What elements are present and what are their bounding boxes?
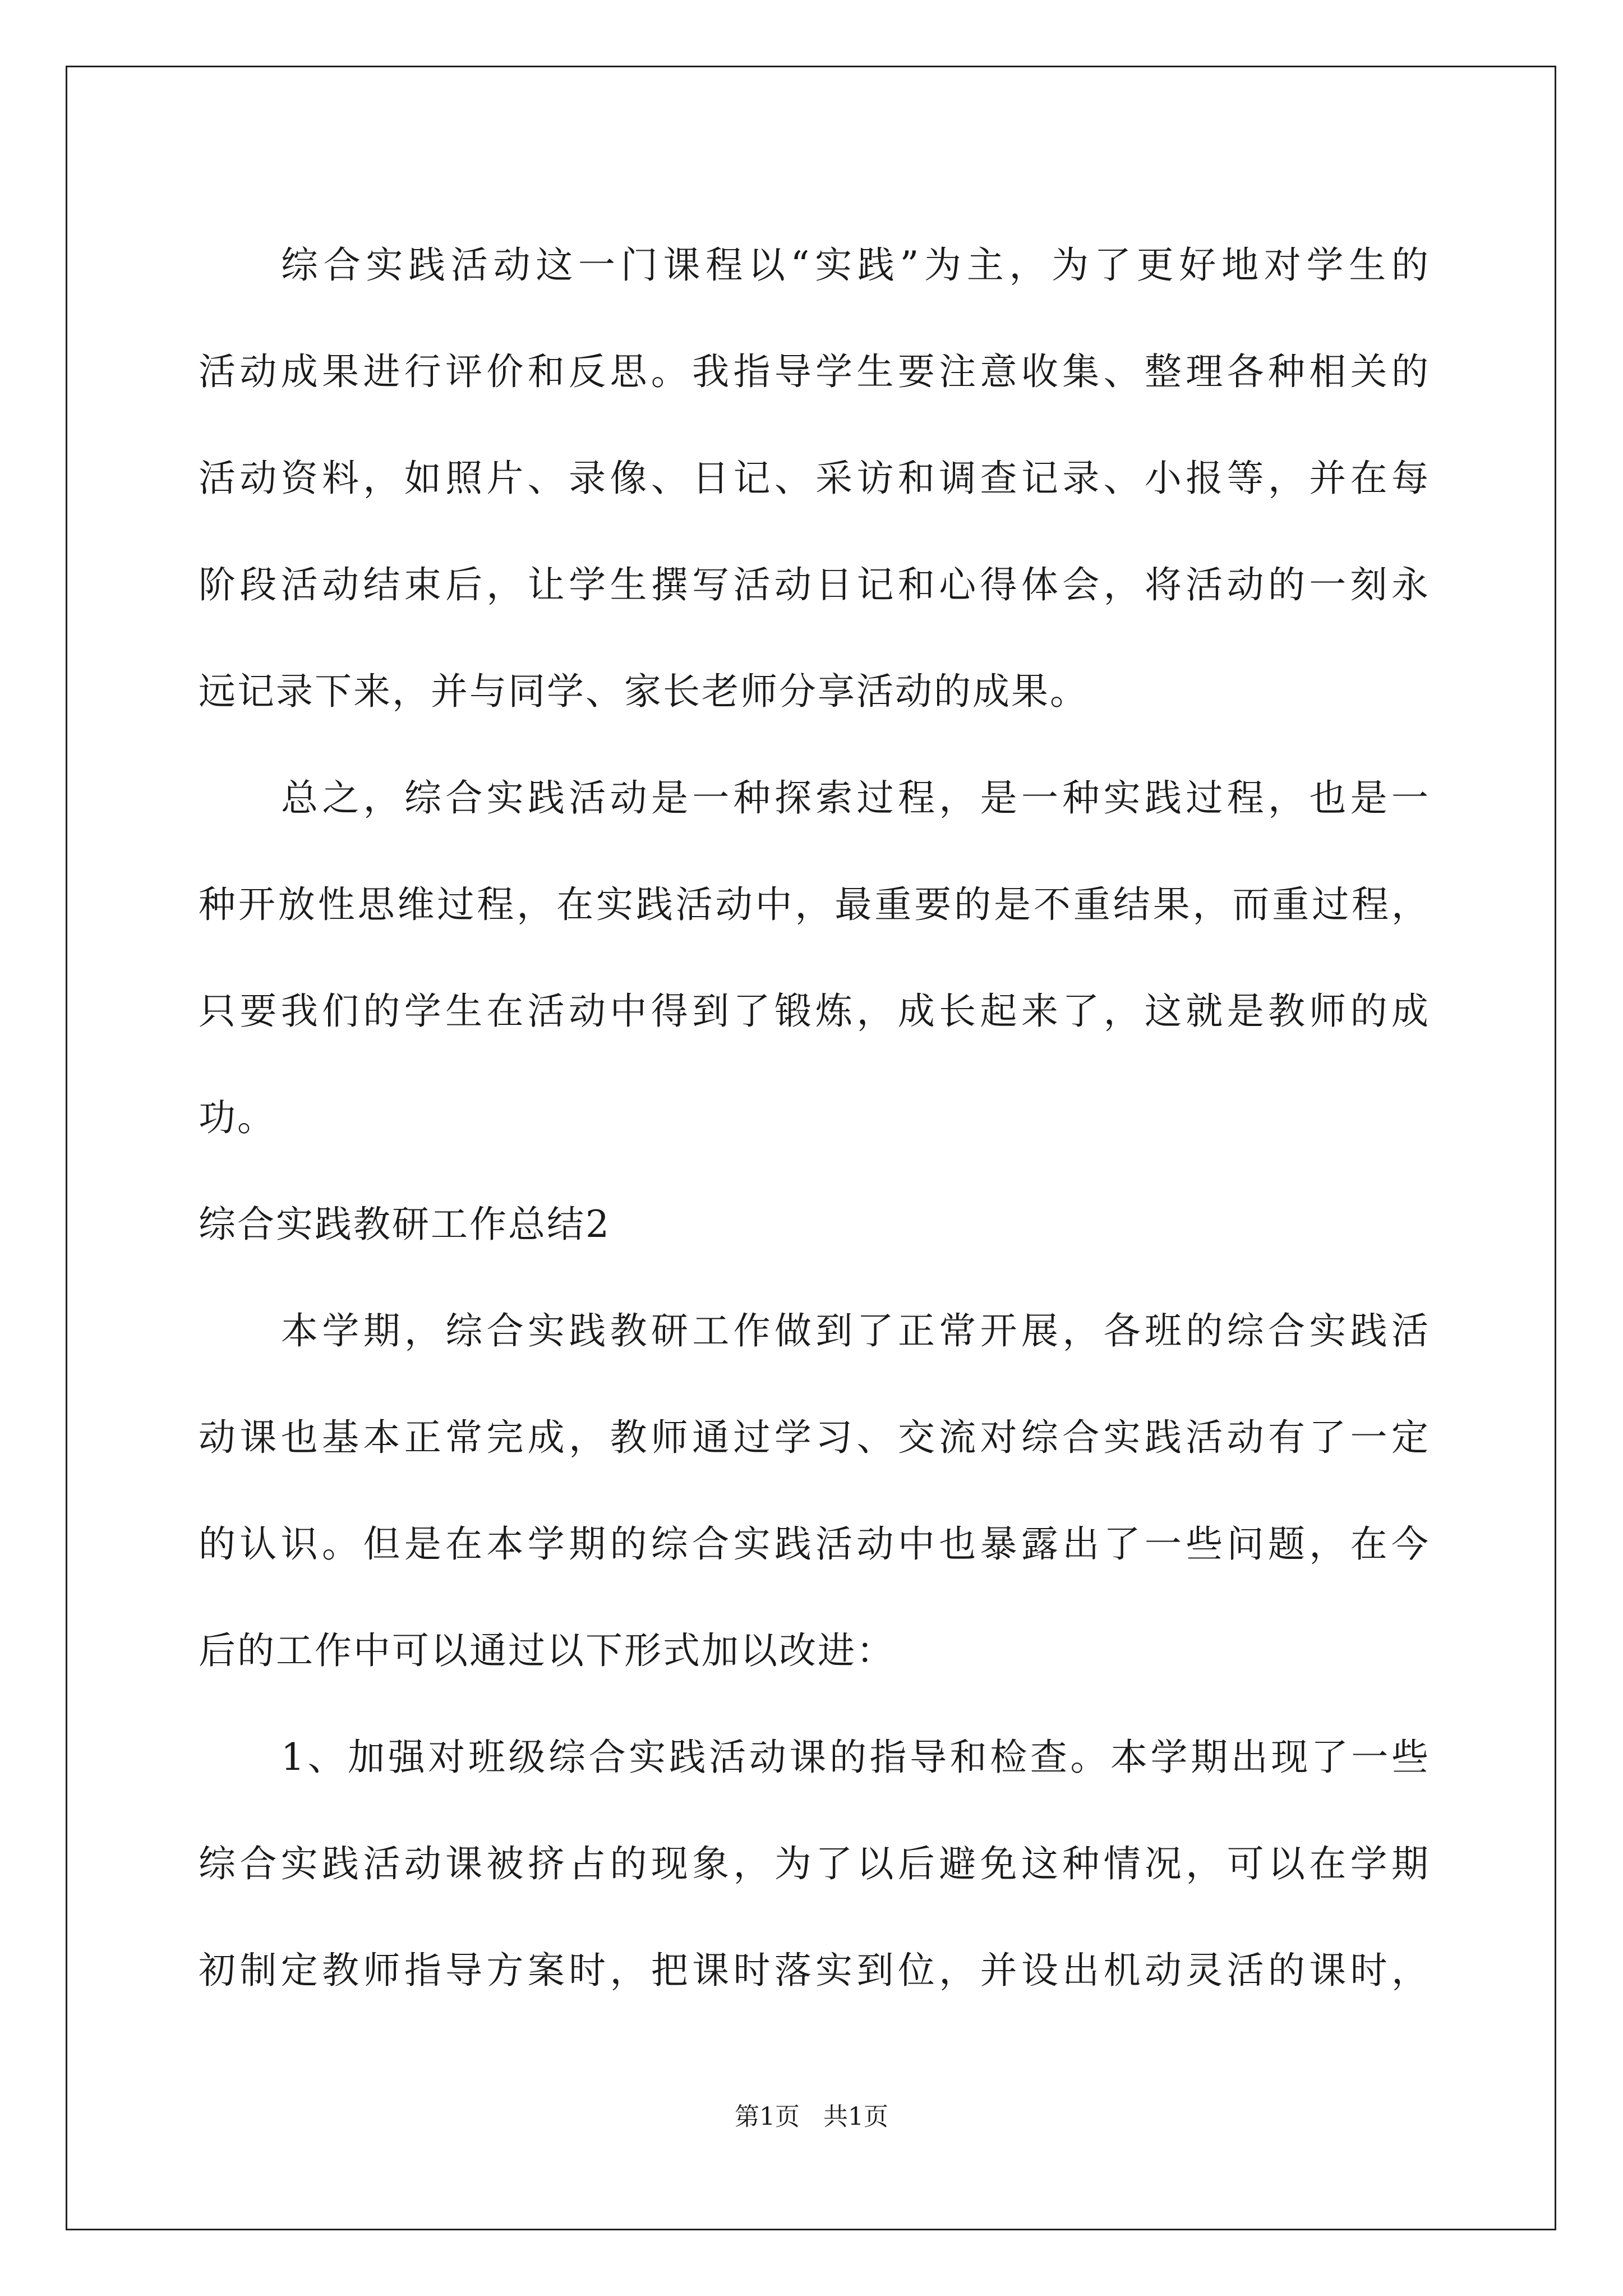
section-heading: 综合实践教研工作总结2 — [199, 1203, 611, 1246]
paragraph-2-line-4: 功。 — [199, 1096, 276, 1139]
paragraph-1-line-1: 综合实践活动这一门课程以“实践”为主，为了更好地对学生的 — [281, 243, 1430, 287]
paragraph-3-line-4: 后的工作中可以通过以下形式加以改进： — [199, 1629, 895, 1672]
paragraph-1-line-3: 活动资料，如照片、录像、日记、采访和调查记录、小报等，并在每 — [199, 457, 1430, 500]
page-footer — [0, 2100, 1623, 2134]
paragraph-3-line-3: 的认识。但是在本学期的综合实践活动中也暴露出了一些问题，在今 — [199, 1522, 1430, 1566]
paragraph-4-line-3: 初制定教师指导方案时，把课时落实到位，并设出机动灵活的课时， — [199, 1949, 1430, 1992]
paragraph-3-line-2: 动课也基本正常完成，教师通过学习、交流对综合实践活动有了一定 — [199, 1416, 1430, 1459]
paragraph-2-line-2: 种开放性思维过程，在实践活动中，最重要的是不重结果，而重过程， — [199, 883, 1430, 926]
paragraph-4-line-1: 1、加强对班级综合实践活动课的指导和检查。本学期出现了一些 — [281, 1736, 1430, 1779]
paragraph-2-line-1: 总之，综合实践活动是一种探索过程，是一种实践过程，也是一 — [281, 776, 1430, 820]
page-number-current: 第1页 — [735, 2102, 800, 2131]
paragraph-3-line-1: 本学期，综合实践教研工作做到了正常开展，各班的综合实践活 — [281, 1309, 1430, 1352]
paragraph-1-line-2: 活动成果进行评价和反思。我指导学生要注意收集、整理各种相关的 — [199, 350, 1430, 393]
paragraph-4-line-2: 综合实践活动课被挤占的现象，为了以后避免这种情况，可以在学期 — [199, 1842, 1430, 1885]
paragraph-2-line-3: 只要我们的学生在活动中得到了锻炼，成长起来了，这就是教师的成 — [199, 990, 1430, 1033]
page-number-total: 共1页 — [823, 2102, 888, 2131]
paragraph-1-line-5: 远记录下来，并与同学、家长老师分享活动的成果。 — [199, 670, 1089, 713]
paragraph-1-line-4: 阶段活动结束后，让学生撰写活动日记和心得体会，将活动的一刻永 — [199, 563, 1430, 606]
